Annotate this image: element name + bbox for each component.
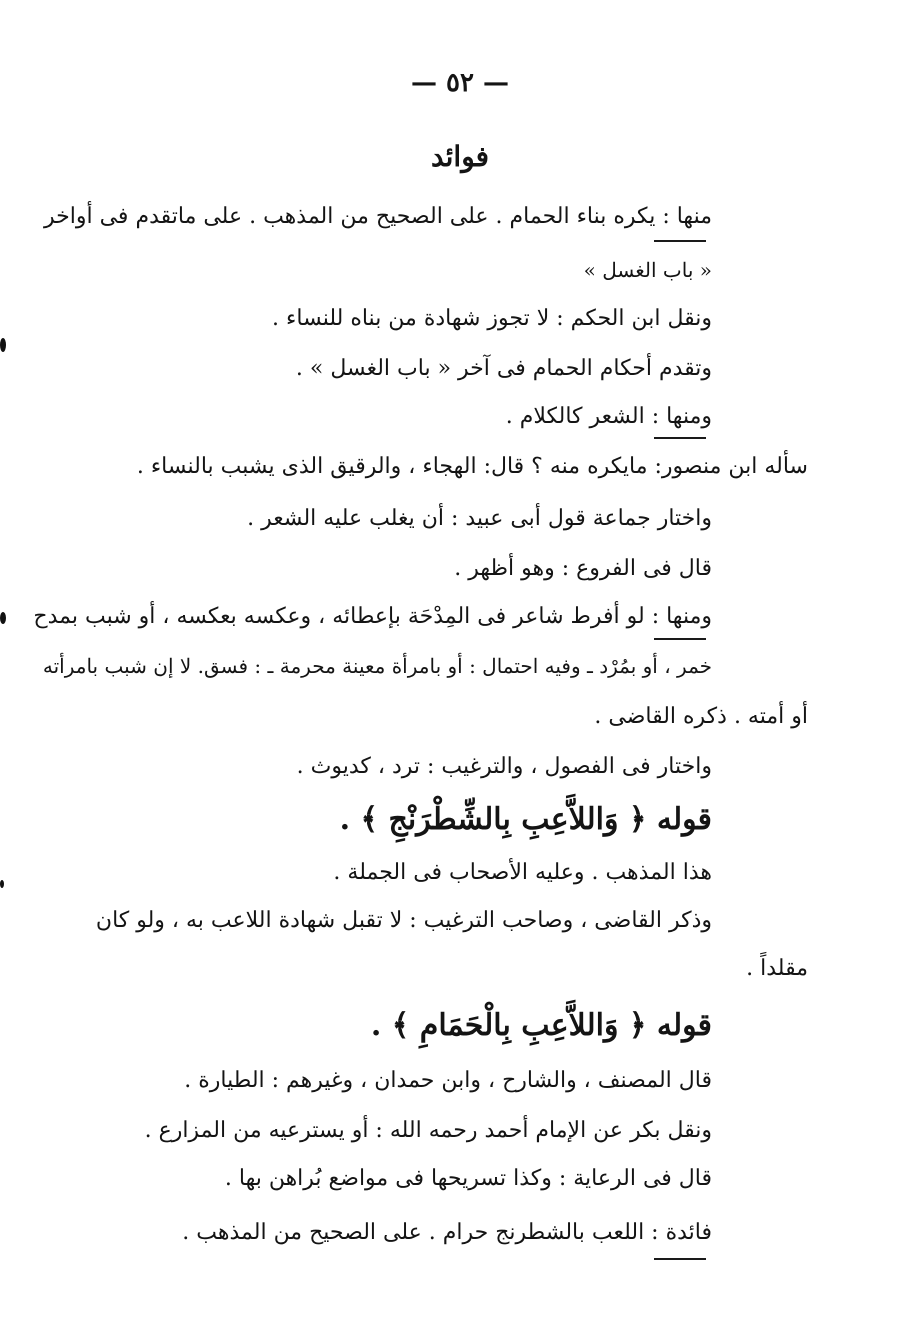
- text-line-14: هذا المذهب . وعليه الأصحاب فى الجملة .: [333, 860, 712, 885]
- text-line-16: مقلداً .: [746, 956, 808, 981]
- text-line-12: واختار فى الفصول ، والترغيب : ترد ، كديوث .: [296, 754, 712, 779]
- underline-faida: [654, 1258, 706, 1260]
- scan-edge-mark: [0, 338, 6, 352]
- scan-edge-mark: [0, 612, 6, 624]
- page-number: — ٥٢ —: [410, 68, 510, 98]
- text-line-8: قال فى الفروع : وهو أظهر .: [454, 556, 712, 581]
- text-line-10: خمر ، أو بمُرْد ـ وفيه احتمال : أو بامرأة معينة محرمة ـ : فسق. لا إن شبب بامرأته: [42, 654, 712, 678]
- text-line-19: ونقل بكر عن الإمام أحمد رحمه الله : أو يسترعيه من المزارع .: [144, 1118, 712, 1143]
- text-line-15: وذكر القاضى ، وصاحب الترغيب : لا تقبل شهادة اللاعب به ، ولو كان: [95, 908, 712, 933]
- text-line-7: واختار جماعة قول أبى عبيد : أن يغلب عليه الشعر .: [247, 506, 712, 531]
- text-line-1: منها : يكره بناء الحمام . على الصحيح من المذهب . على ماتقدم فى أواخر: [44, 204, 712, 229]
- text-line-13-quote: قوله ﴿ وَاللاَّعِبِ بِالشِّطْرَنْجِ ﴾ .: [339, 802, 712, 837]
- text-line-11: أو أمته . ذكره القاضى .: [594, 704, 808, 729]
- text-line-20: قال فى الرعاية : وكذا تسريحها فى مواضع بُراهن بها .: [224, 1166, 712, 1191]
- text-line-9: ومنها : لو أفرط شاعر فى المِدْحَة بإعطائه ، وعكسه بعكسه ، أو شبب بمدح: [33, 604, 712, 629]
- text-line-5: ومنها : الشعر كالكلام .: [505, 404, 712, 429]
- text-line-18: قال المصنف ، والشارح ، وابن حمدان ، وغيرهم : الطيارة .: [184, 1068, 712, 1093]
- text-line-17-quote: قوله ﴿ وَاللاَّعِبِ بِالْحَمَامِ ﴾ .: [370, 1008, 712, 1043]
- text-line-6: سأله ابن منصور: مايكره منه ؟ قال: الهجاء ، والرقيق الذى يشبب بالنساء .: [136, 454, 808, 479]
- text-line-2: « باب الغسل »: [583, 258, 712, 282]
- text-line-3: ونقل ابن الحكم : لا تجوز شهادة من بناه للنساء .: [272, 306, 712, 331]
- section-heading: فوائد: [430, 140, 490, 173]
- underline-minha-2: [654, 437, 706, 439]
- underline-minha-1: [654, 240, 706, 242]
- scan-edge-mark: [0, 880, 4, 888]
- text-line-21: فائدة : اللعب بالشطرنج حرام . على الصحيح من المذهب .: [182, 1220, 712, 1245]
- text-line-4: وتقدم أحكام الحمام فى آخر « باب الغسل » .: [295, 356, 712, 381]
- underline-minha-3: [654, 638, 706, 640]
